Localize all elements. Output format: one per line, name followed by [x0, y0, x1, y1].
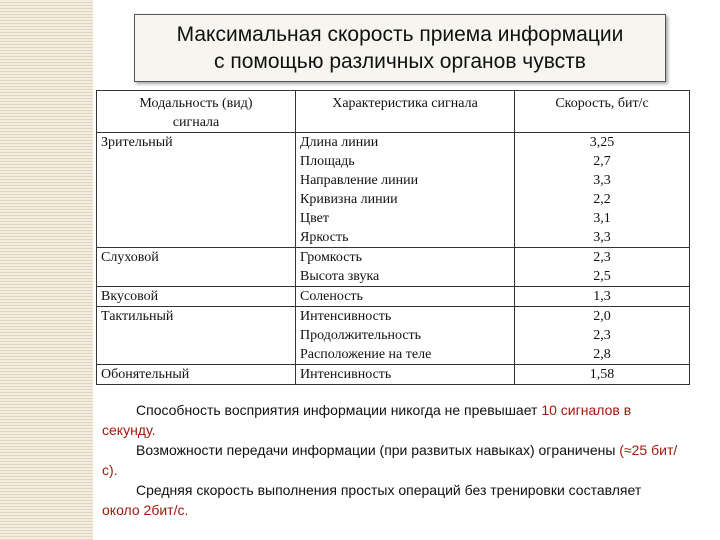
- characteristic-item: Интенсивность: [300, 309, 392, 324]
- note-paragraph: [102, 400, 682, 440]
- header-modality-line1: Модальность (вид): [139, 96, 253, 111]
- speed-table: [96, 90, 690, 385]
- speed-value: 3,1: [593, 211, 611, 226]
- table-row: [97, 307, 690, 365]
- characteristic-item: Продолжительность: [300, 328, 422, 343]
- characteristic-item: Интенсивность: [300, 367, 392, 382]
- speed-value: 2,3: [593, 250, 611, 265]
- modality-cell: Зрительный: [97, 133, 296, 248]
- characteristic-cell: [296, 287, 515, 307]
- title-line-2: с помощью различных органов чувств: [214, 50, 586, 73]
- characteristic-item: Направление линии: [300, 173, 419, 188]
- speed-value: 2,5: [593, 269, 611, 284]
- characteristic-item: Цвет: [300, 211, 329, 226]
- speed-cell: [515, 248, 690, 287]
- note-text: Возможности передачи информации (при развитых навыках) ограничены: [136, 442, 616, 458]
- speed-value: 1,3: [593, 289, 611, 304]
- note-paragraph: [102, 440, 682, 480]
- characteristic-item: Громкость: [300, 250, 362, 265]
- speed-value: 3,3: [593, 173, 611, 188]
- speed-value: 3,25: [589, 135, 615, 150]
- speed-value: 2,2: [593, 192, 611, 207]
- modality-cell: Вкусовой: [97, 287, 296, 307]
- note-highlight: около 2бит/с.: [102, 502, 189, 518]
- speed-value: 2,8: [593, 347, 611, 362]
- characteristic-item: Яркость: [300, 230, 349, 245]
- header-modality: [97, 91, 296, 133]
- characteristic-item: Кривизна линии: [300, 192, 398, 207]
- table-header-row: [97, 91, 690, 133]
- characteristic-cell: [296, 365, 515, 385]
- characteristic-cell: [296, 307, 515, 365]
- characteristic-cell: [296, 133, 515, 248]
- table-row: [97, 248, 690, 287]
- note-paragraph: [102, 480, 682, 520]
- speed-value: 2,3: [593, 328, 611, 343]
- speed-value: 1,58: [589, 367, 615, 382]
- note-text: Способность восприятия информации никогда не превышает: [136, 402, 538, 418]
- characteristic-cell: [296, 248, 515, 287]
- header-modality-line2: сигнала: [172, 115, 220, 130]
- speed-value: 3,3: [593, 230, 611, 245]
- characteristic-item: Площадь: [300, 154, 355, 169]
- speed-cell: [515, 365, 690, 385]
- speed-cell: [515, 133, 690, 248]
- notes: [102, 400, 682, 520]
- speed-value: 2,7: [593, 154, 611, 169]
- note-text: Средняя скорость выполнения простых операций без тренировки составляет: [136, 482, 642, 498]
- modality-cell: Тактильный: [97, 307, 296, 365]
- note-highlight: (≈25 бит/с).: [102, 442, 678, 478]
- speed-cell: [515, 307, 690, 365]
- speed-cell: [515, 287, 690, 307]
- note-highlight: 10 сигналов в секунду.: [102, 402, 632, 438]
- characteristic-item: Расположение на теле: [300, 347, 432, 362]
- table-row: [97, 365, 690, 385]
- decorative-stripe: [0, 0, 93, 540]
- modality-cell: Слуховой: [97, 248, 296, 287]
- header-characteristic: Характеристика сигнала: [296, 91, 515, 133]
- characteristic-item: Длина линии: [300, 135, 379, 150]
- characteristic-item: Высота звука: [300, 269, 380, 284]
- speed-value: 2,0: [593, 309, 611, 324]
- title-line-1: Максимальная скорость приема информации: [176, 23, 624, 46]
- table-row: [97, 287, 690, 307]
- table-row: [97, 133, 690, 248]
- slide-title: [134, 14, 666, 82]
- modality-cell: Обонятельный: [97, 365, 296, 385]
- header-speed: Скорость, бит/с: [515, 91, 690, 133]
- characteristic-item: Соленость: [300, 289, 363, 304]
